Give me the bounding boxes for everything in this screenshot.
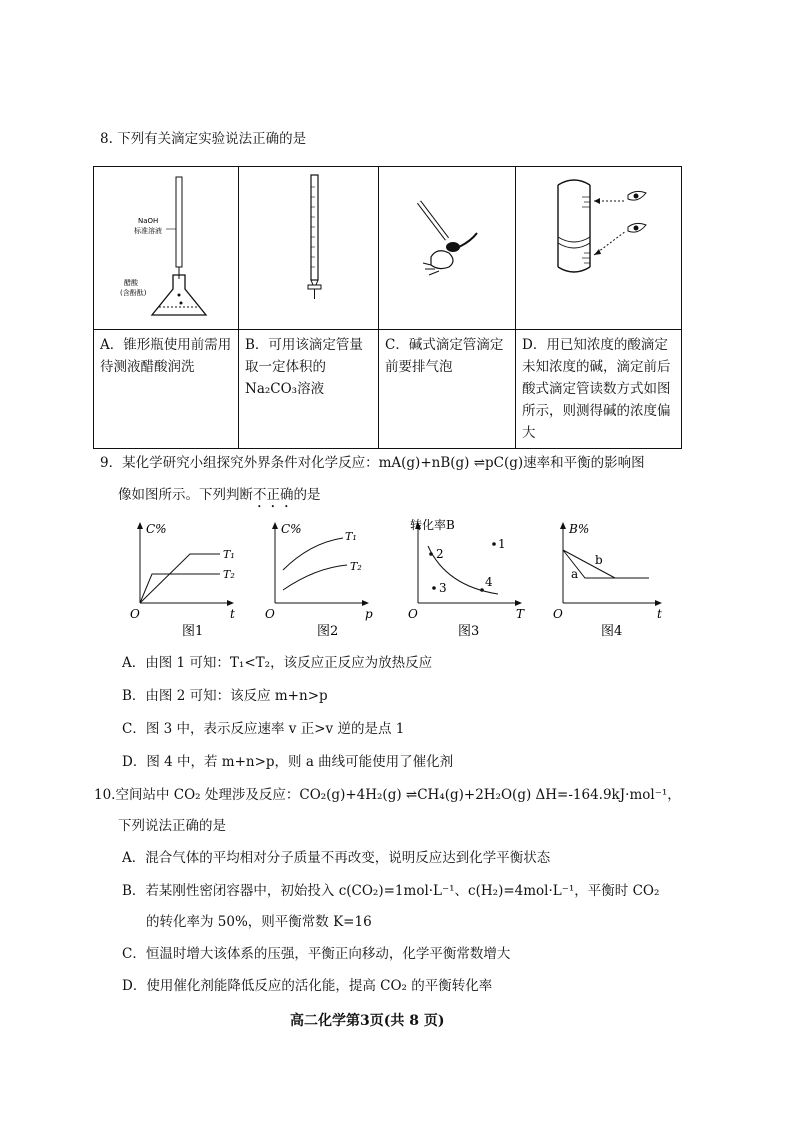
q8-image-b: [239, 167, 379, 330]
fig1-curve-t2: T₂: [223, 568, 235, 581]
fig4-curve-a: a: [571, 567, 579, 581]
q9-stem-line2-c: 的是: [293, 487, 321, 503]
fig2-caption: 图2: [317, 624, 339, 639]
q8-option-d[interactable]: D．用已知浓度的酸滴定未知浓度的碱，滴定前后酸式滴定管读数方式如图所示，则测得碱的浓度偏大: [516, 330, 682, 449]
titration-flask-illustration: [94, 167, 239, 325]
base-burette-bubble-illustration: [379, 167, 516, 325]
fig2-curve-t1: T₁: [345, 530, 357, 543]
q8-image-a: [94, 167, 239, 330]
fig3-point-1: [492, 542, 496, 546]
fig1-curve-t1: T₁: [223, 548, 235, 561]
fig1-xlabel: t: [230, 607, 235, 621]
fig4-ylabel: B%: [569, 522, 590, 536]
fig2-curve-t2: T₂: [350, 560, 362, 573]
fig3-point-3: [432, 586, 436, 590]
q10-option-b-cont: 的转化率为 50%，则平衡常数 K=16: [146, 914, 372, 930]
q8-image-c: [379, 167, 516, 330]
q9-option-c[interactable]: C．图 3 中，表示反应速率 v 正>v 逆的是点 1: [122, 721, 405, 737]
fig4-curve-b: b: [595, 553, 603, 567]
fig4-caption: 图4: [601, 624, 623, 639]
q8-option-c[interactable]: C．碱式滴定管滴定前要排气泡: [379, 330, 516, 449]
fig3-point-4: [480, 588, 484, 592]
figure-1: [130, 522, 235, 639]
fig3-point-1-label: 1: [498, 537, 506, 551]
q8-option-b[interactable]: B．可用该滴定管量取一定体积的Na₂CO₃溶液: [239, 330, 379, 449]
q9-emphasis: 不正确: [253, 487, 294, 503]
fig2-xlabel: p: [365, 607, 373, 621]
q8-stem: 8. 下列有关滴定实验说法正确的是: [100, 131, 307, 147]
fig3-origin: O: [408, 607, 418, 621]
fig2-ylabel: C%: [281, 522, 302, 536]
q10-option-a[interactable]: A．混合气体的平均相对分子质量不再改变，说明反应达到化学平衡状态: [122, 850, 551, 866]
page-footer: 高二化学第3页(共 8 页): [290, 1013, 445, 1029]
acid-label: 醋酸: [124, 279, 138, 287]
q9-stem-line2: [118, 484, 321, 511]
fig3-point-2: [429, 552, 433, 556]
fig3-ylabel: 转化率B: [410, 518, 455, 532]
fig1-origin: O: [130, 607, 140, 621]
figure-4: [553, 522, 662, 639]
acid-burette-illustration: [239, 167, 379, 325]
fig3-xlabel: T: [516, 607, 525, 621]
q9-option-a[interactable]: A．由图 1 可知：T₁<T₂，该反应正反应为放热反应: [122, 655, 433, 671]
fig3-point-2-label: 2: [436, 547, 444, 561]
q10-option-b[interactable]: B．若某刚性密闭容器中，初始投入 c(CO₂)=1mol·L⁻¹、c(H₂)=4mol·L⁻¹，平衡时 CO₂: [122, 883, 660, 899]
q9-figures: [120, 518, 680, 643]
fig2-origin: O: [265, 607, 275, 621]
fig4-origin: O: [553, 607, 563, 621]
q9-option-d[interactable]: D．图 4 中，若 m+n>p，则 a 曲线可能使用了催化剂: [122, 754, 454, 770]
q10-option-d[interactable]: D．使用催化剂能降低反应的活化能，提高 CO₂ 的平衡转化率: [122, 978, 493, 994]
fig3-point-4-label: 4: [485, 575, 493, 589]
fig1-caption: 图1: [182, 624, 204, 639]
fig1-ylabel: C%: [146, 522, 167, 536]
q10-stem-line2: 下列说法正确的是: [118, 818, 226, 834]
q10-stem-line1: 10.空间站中 CO₂ 处理涉及反应：CO₂(g)+4H₂(g) ⇌CH₄(g)+2H₂O(g) ΔH=-164.9kJ·mol⁻¹，: [94, 787, 681, 803]
fig3-caption: 图3: [458, 624, 480, 639]
figure-3: [408, 518, 525, 639]
fig4-xlabel: t: [657, 607, 662, 621]
burette-reading-illustration: [516, 167, 682, 325]
standard-solution-label: 标准溶液: [134, 227, 162, 235]
q9-stem-line2-a: 像如图所示。下列判断: [118, 487, 253, 503]
q8-image-d: [516, 167, 682, 330]
q9-stem-line1: 9．某化学研究小组探究外界条件对化学反应：mA(g)+nB(g) ⇌pC(g)速率和平衡的影响图: [100, 455, 645, 471]
fig3-point-3-label: 3: [439, 581, 447, 595]
q8-option-a[interactable]: A．锥形瓶使用前需用待测液醋酸润洗: [94, 330, 239, 449]
q10-option-c[interactable]: C．恒温时增大该体系的压强，平衡正向移动，化学平衡常数增大: [122, 946, 511, 962]
naoh-label: NaOH: [138, 217, 159, 225]
indicator-label: (含酚酞): [120, 289, 147, 297]
q8-table: [93, 166, 682, 449]
q9-option-b[interactable]: B．由图 2 可知：该反应 m+n>p: [122, 688, 328, 704]
figure-2: [265, 522, 373, 639]
